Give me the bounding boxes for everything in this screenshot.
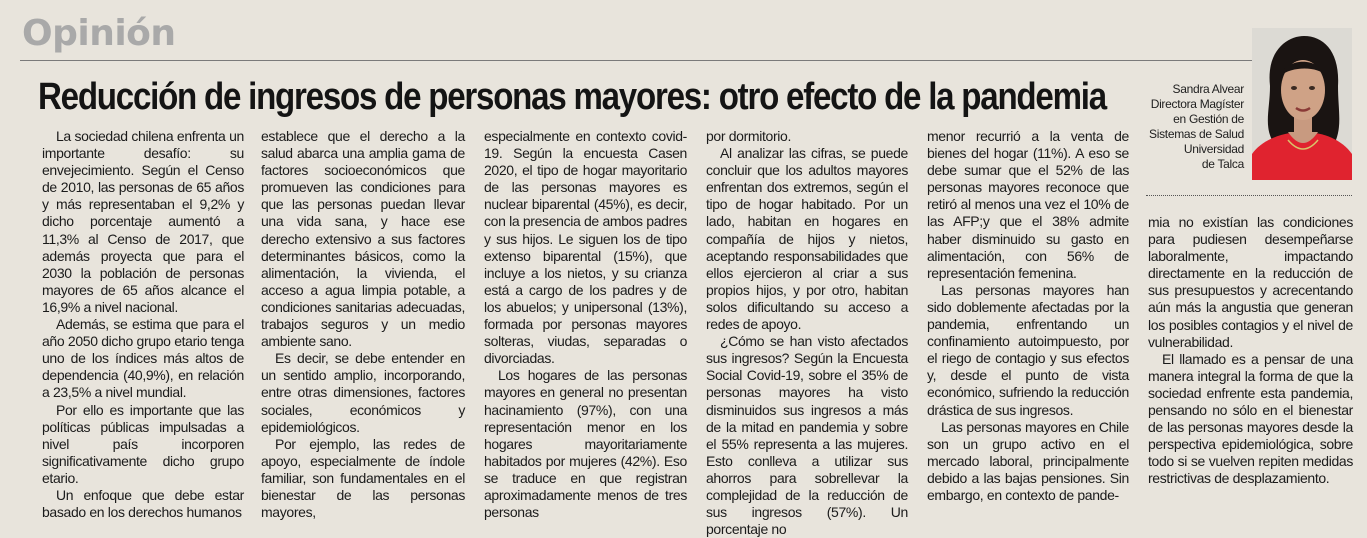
paragraph: El llamado es a pensar de una manera integral la forma de que la sociedad enfrente esta pandemia, pensando no sólo en el bienestar de las personas mayores desde la perspectiva epidemiológica, sobre todo si se vuelven repiten medidas restrictivas de desplazamiento. bbox=[1148, 350, 1353, 487]
author-photo bbox=[1252, 28, 1352, 180]
article-column-1 bbox=[42, 128, 244, 521]
paragraph: especialmente en contexto covid-19. Según la encuesta Casen 2020, el tipo de hogar mayoritario de las personas mayores es nuclear biparental (45%), es decir, con la presencia de ambos padres y sus hijos. Le siguen los de tipo extenso biparental (15%), que incluye a los nietos, y su crianza está a cargo de los padres y de los abuelos; y unipersonal (13%), formada por personas mayores solteras, viudas, separadas o divorciadas. bbox=[484, 128, 687, 367]
paragraph: ¿Cómo se han visto afectados sus ingresos? Según la Encuesta Social Covid-19, sobre el 35% de personas mayores ha visto disminuidos sus ingresos a más de la mitad en pandemia y sobre el 55% representa a las mujeres. Esto conlleva a utilizar sus ahorros para sobrellevar la complejidad de la reducción de sus ingresos (57%). Un porcentaje no bbox=[706, 333, 908, 538]
author-title-line: Directora Magíster bbox=[1150, 97, 1244, 111]
paragraph: La sociedad chilena enfrenta un importante desafío: su envejecimiento. Según el Censo de 2010, las personas de 65 años y más representaban el 9,2% y dicho porcentaje aumentó a 11,3% al Censo de 2017, que además proyecta que para el 2030 la población de personas mayores de 65 años alcance el 16,9% a nivel nacional. bbox=[42, 128, 244, 315]
article-column-3 bbox=[484, 128, 687, 521]
paragraph: Las personas mayores en Chile son un grupo activo en el mercado laboral, principalmente debido a las bajas pensiones. Sin embargo, en contexto de pande- bbox=[927, 418, 1129, 503]
paragraph: establece que el derecho a la salud abarca una amplia gama de factores socioeconómicos que promueven las condiciones para que las personas puedan llevar una vida sana, y hace ese derecho extensivo a sus factores determinantes básicos, como la alimentación, la vivienda, el acceso a agua limpia potable, a condiciones sanitarias adecuadas, trabajos seguros y un medio ambiente sano. bbox=[261, 128, 465, 350]
paragraph: mia no existían las condiciones para pudiesen desempeñarse laboralmente, impactando directamente en la reducción de sus presupuestos y acrecentando aún más la angustia que generan los posibles contagios y el nivel de vulnerabilidad. bbox=[1148, 214, 1353, 350]
author-affiliation-line: de Talca bbox=[1201, 157, 1244, 171]
paragraph: Las personas mayores han sido doblemente afectadas por la pandemia, enfrentando un confinamiento autoimpuesto, por el riego de contagio y sus efectos y, desde el punto de vista económico, sufriendo la reducción drástica de sus ingresos. bbox=[927, 281, 1129, 418]
section-rule bbox=[20, 60, 1252, 61]
article-column-2 bbox=[261, 128, 465, 521]
article-column-5 bbox=[927, 128, 1129, 513]
paragraph: Al analizar las cifras, se puede concluir que los adultos mayores enfrentan dos extremos, según el tipo de hogar habitado. Por un lado, habitan en hogares en compañía de hijos y nietos, aceptando responsabilidades que ellos ejercieron al criar a sus propios hijos, y por otro, habitan solos dificultando su acceso a redes de apoyo. bbox=[706, 145, 908, 333]
paragraph: Los hogares de las personas mayores en general no presentan hacinamiento (97%), con una representación menor en los hogares mayoritariamente habitados por mujeres (42%). Eso se traduce en que registran aproximadamente menos de tres personas bbox=[484, 367, 687, 521]
author-byline bbox=[1134, 82, 1244, 172]
paragraph: Por ello es importante que las políticas públicas impulsadas a nivel país incorporen significativamente dicho grupo etario. bbox=[42, 401, 244, 486]
paragraph: por dormitorio. bbox=[706, 128, 792, 144]
headline: Reducción de ingresos de personas mayores: otro efecto de la pandemia bbox=[38, 76, 1106, 118]
article-column-6 bbox=[1148, 214, 1353, 514]
author-name: Sandra Alvear bbox=[1172, 82, 1244, 96]
article-column-4 bbox=[706, 128, 908, 538]
author-title-line: Sistemas de Salud bbox=[1149, 127, 1244, 141]
author-title-line: en Gestión de bbox=[1173, 112, 1244, 126]
author-affiliation-line: Universidad bbox=[1183, 142, 1244, 156]
paragraph: menor recurrió a la venta de bienes del hogar (11%). A eso se debe sumar que el 52% de las personas mayores reconoce que retiró al menos una vez el 10% de las AFP;y que el 38% admite haber disminuido su gasto en alimentación, con 56% de representación femenina. bbox=[927, 128, 1129, 281]
paragraph: Un enfoque que debe estar basado en los derechos humanos bbox=[42, 486, 244, 521]
paragraph: Es decir, se debe entender en un sentido amplio, incorporando, entre otras dimensiones, factores sociales, económicos y epidemiológicos. bbox=[261, 350, 465, 435]
section-label: Opinión bbox=[22, 13, 176, 54]
byline-separator bbox=[1146, 195, 1352, 196]
paragraph: Además, se estima que para el año 2050 dicho grupo etario tenga uno de los índices más altos de dependencia (40,9%), en relación a 23,5% a nivel mundial. bbox=[42, 316, 244, 401]
paragraph: Por ejemplo, las redes de apoyo, especialmente de índole familiar, son fundamentales en el bienestar de las personas mayores, bbox=[261, 435, 465, 521]
